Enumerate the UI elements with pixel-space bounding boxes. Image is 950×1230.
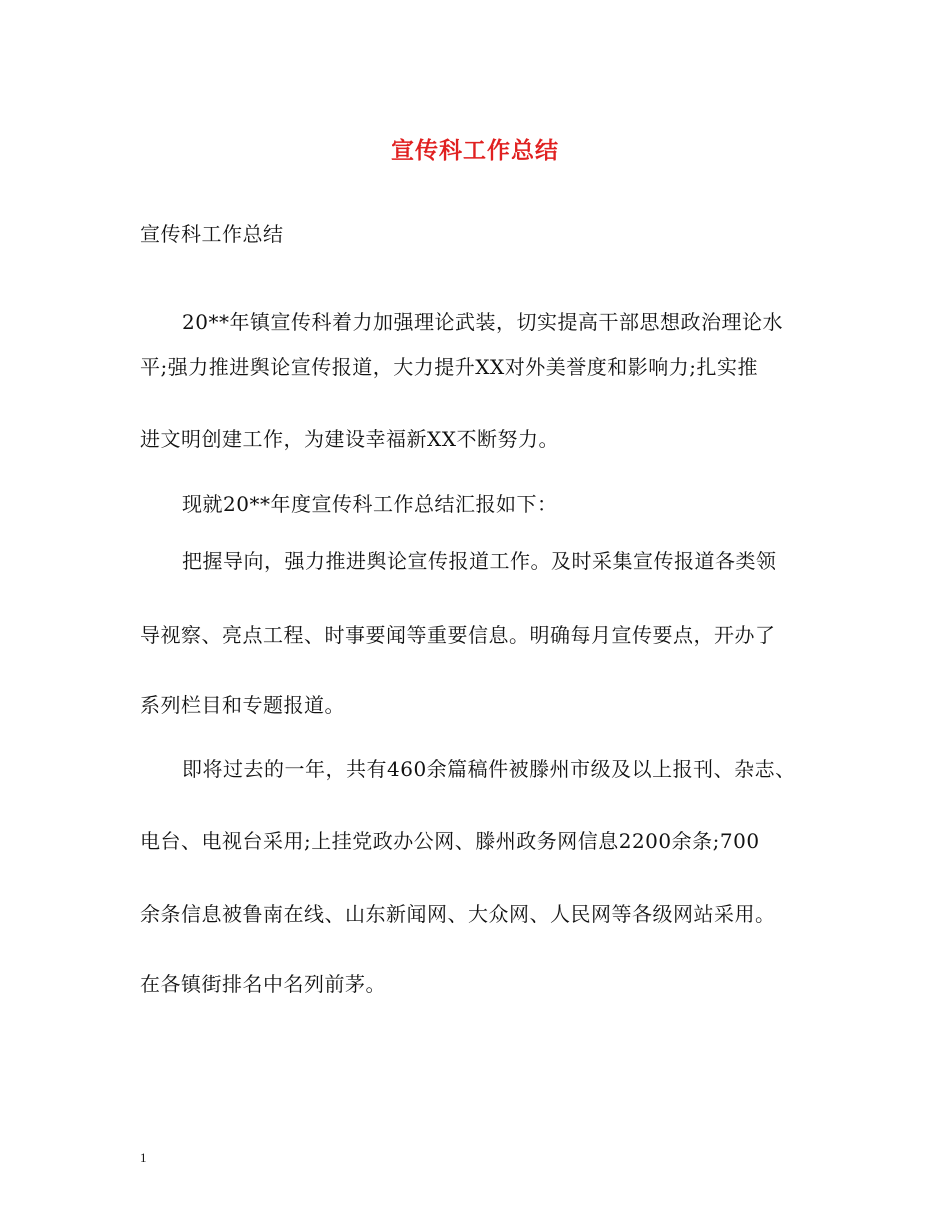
paragraph-line: 余条信息被鲁南在线、山东新闻网、大众网、人民网等各级网站采用。 bbox=[140, 902, 776, 926]
paragraph-line: 系列栏目和专题报道。 bbox=[140, 693, 345, 717]
paragraph-line: 现就20**年度宣传科工作总结汇报如下： bbox=[182, 492, 558, 516]
document-title: 宣传科工作总结 bbox=[391, 137, 559, 164]
paragraph-line: 20**年镇宣传科着力加强理论武装，切实提高干部思想政治理论水 bbox=[182, 310, 783, 334]
paragraph-line: 电台、电视台采用;上挂党政办公网、滕州政务网信息2200余条;700 bbox=[140, 829, 760, 853]
page-number: 1 bbox=[140, 1150, 147, 1165]
subtitle-line: 宣传科工作总结 bbox=[140, 222, 284, 246]
paragraph-line: 即将过去的一年，共有460余篇稿件被滕州市级及以上报刊、杂志、 bbox=[182, 757, 796, 781]
paragraph-line: 导视察、亮点工程、时事要闻等重要信息。明确每月宣传要点，开办了 bbox=[140, 623, 776, 647]
paragraph-line: 把握导向，强力推进舆论宣传报道工作。及时采集宣传报道各类领 bbox=[182, 549, 777, 573]
paragraph-line: 进文明创建工作，为建设幸福新XX不断努力。 bbox=[140, 427, 559, 451]
paragraph-line: 在各镇街排名中名列前茅。 bbox=[140, 972, 386, 996]
paragraph-line: 平;强力推进舆论宣传报道，大力提升XX对外美誉度和影响力;扎实推 bbox=[140, 355, 758, 379]
